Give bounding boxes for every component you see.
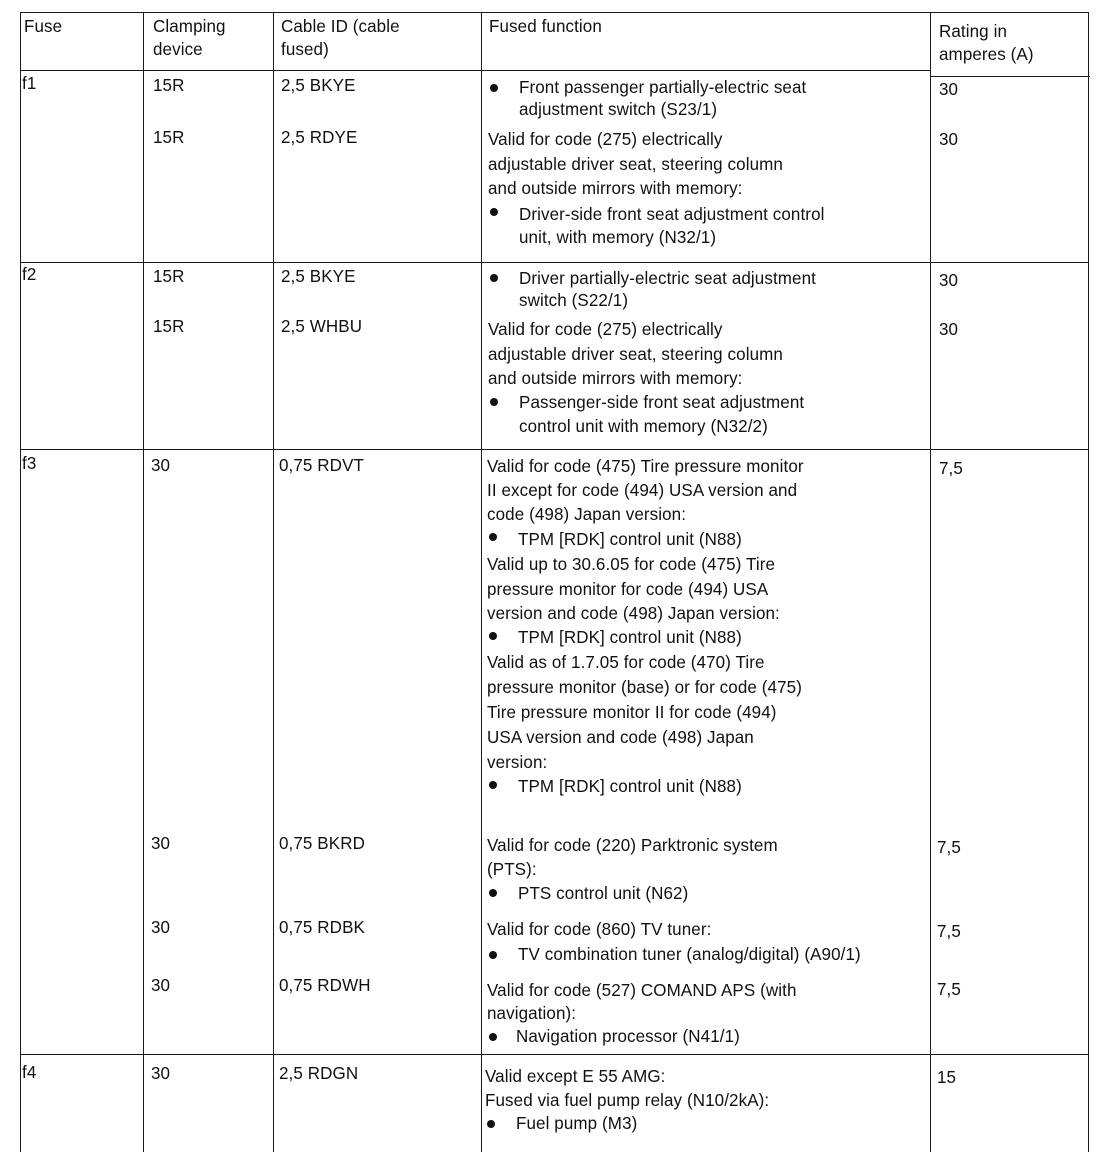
- function-f3-1-block1-line2: II except for code (494) USA version and: [487, 480, 798, 501]
- clamp-f1-1: 15R: [153, 75, 185, 96]
- clamp-f3-2: 30: [151, 833, 171, 854]
- function-f3-1-bullet2: TPM [RDK] control unit (N88): [518, 627, 742, 648]
- fuse-id-f2: f2: [22, 264, 37, 285]
- function-f2-1-bullet: Driver partially-electric seat adjustment: [519, 268, 816, 289]
- fuse-id-f3: f3: [22, 453, 37, 474]
- header-rating-line1: Rating in: [939, 21, 1007, 42]
- table-border-top: [20, 12, 1088, 13]
- function-f1-2-valid-line1: Valid for code (275) electrically: [488, 129, 723, 150]
- header-clamping-line1: Clamping: [153, 16, 226, 37]
- function-f4-1-valid-line2: Fused via fuel pump relay (N10/2kA):: [485, 1090, 770, 1111]
- bullet-icon: [490, 208, 498, 216]
- column-divider-fuse: [143, 12, 144, 1152]
- function-f3-4-valid-line1: Valid for code (527) COMAND APS (with: [487, 980, 797, 1001]
- column-border-right: [1088, 12, 1089, 1152]
- cable-f1-2: 2,5 RDYE: [281, 127, 358, 148]
- function-f4-1-bullet: Fuel pump (M3): [516, 1113, 638, 1134]
- bullet-icon: [490, 274, 498, 282]
- function-f2-2-bullet: Passenger-side front seat adjustment: [519, 392, 805, 413]
- function-f2-2-valid-line1: Valid for code (275) electrically: [488, 319, 723, 340]
- bullet-icon: [489, 889, 497, 897]
- function-f3-3-valid-line1: Valid for code (860) TV tuner:: [487, 919, 712, 940]
- rating-f3-1: 7,5: [939, 458, 963, 479]
- function-f3-1-block3-line2: pressure monitor (base) or for code (475): [487, 677, 802, 698]
- header-cable-line1: Cable ID (cable: [281, 16, 400, 37]
- function-f3-1-block2-line3: version and code (498) Japan version:: [487, 603, 780, 624]
- bullet-icon: [489, 533, 497, 541]
- cable-f4-1: 2,5 RDGN: [279, 1063, 359, 1084]
- function-f3-1-bullet1: TPM [RDK] control unit (N88): [518, 529, 742, 550]
- row-divider-f3-f4: [20, 1054, 1088, 1055]
- cable-f2-1: 2,5 BKYE: [281, 266, 356, 287]
- clamp-f2-2: 15R: [153, 316, 185, 337]
- bullet-icon: [489, 781, 497, 789]
- function-f3-4-valid-line2: navigation):: [487, 1003, 577, 1024]
- bullet-icon: [489, 1033, 497, 1041]
- cable-f2-2: 2,5 WHBU: [281, 316, 363, 337]
- cable-f3-4: 0,75 RDWH: [279, 975, 371, 996]
- rating-f2-2: 30: [939, 319, 959, 340]
- rating-f2-1: 30: [939, 270, 959, 291]
- function-f3-2-valid-line2: (PTS):: [487, 859, 537, 880]
- header-rating-line2: amperes (A): [939, 44, 1034, 65]
- column-divider-function: [930, 12, 931, 1152]
- function-f3-1-block2-line1: Valid up to 30.6.05 for code (475) Tire: [487, 554, 776, 575]
- function-f3-1-bullet3: TPM [RDK] control unit (N88): [518, 776, 742, 797]
- clamp-f3-4: 30: [151, 975, 171, 996]
- rating-f3-3: 7,5: [937, 921, 961, 942]
- bullet-icon: [490, 398, 498, 406]
- rating-f3-2: 7,5: [937, 837, 961, 858]
- clamp-f1-2: 15R: [153, 127, 185, 148]
- column-divider-cable: [481, 12, 482, 1152]
- bullet-icon: [490, 84, 498, 92]
- function-f2-2-bullet-cont: control unit with memory (N32/2): [519, 416, 768, 437]
- row-divider-f2-f3: [20, 449, 1088, 450]
- function-f1-1-bullet-cont: adjustment switch (S23/1): [519, 99, 718, 120]
- function-f3-1-block2-line2: pressure monitor for code (494) USA: [487, 579, 769, 600]
- header-fuse: Fuse: [24, 16, 63, 37]
- cable-f3-1: 0,75 RDVT: [279, 455, 364, 476]
- fuse-id-f1: f1: [22, 73, 37, 94]
- cable-f1-1: 2,5 BKYE: [281, 75, 356, 96]
- function-f2-1-bullet-cont: switch (S22/1): [519, 290, 629, 311]
- clamp-f3-1: 30: [151, 455, 171, 476]
- clamp-f2-1: 15R: [153, 266, 185, 287]
- function-f2-2-valid-line2: adjustable driver seat, steering column: [488, 344, 783, 365]
- clamp-f3-3: 30: [151, 917, 171, 938]
- function-f3-1-block3-line3: Tire pressure monitor II for code (494): [487, 702, 777, 723]
- function-f3-1-block3-line4: USA version and code (498) Japan: [487, 727, 754, 748]
- fuse-id-f4: f4: [22, 1062, 37, 1083]
- header-function: Fused function: [489, 16, 602, 37]
- column-border-left: [20, 12, 21, 1152]
- bullet-icon: [487, 1120, 495, 1128]
- function-f3-1-block1-line3: code (498) Japan version:: [487, 504, 687, 525]
- function-f1-2-valid-line3: and outside mirrors with memory:: [488, 178, 743, 199]
- cable-f3-2: 0,75 BKRD: [279, 833, 365, 854]
- rating-f1-1: 30: [939, 79, 959, 100]
- header-cable-line2: fused): [281, 39, 329, 60]
- function-f3-2-valid-line1: Valid for code (220) Parktronic system: [487, 835, 778, 856]
- function-f3-4-bullet: Navigation processor (N41/1): [516, 1026, 740, 1047]
- function-f3-2-bullet: PTS control unit (N62): [518, 883, 689, 904]
- column-divider-clamping: [273, 12, 274, 1152]
- header-divider: [20, 70, 930, 71]
- function-f2-2-valid-line3: and outside mirrors with memory:: [488, 368, 743, 389]
- rating-f3-4: 7,5: [937, 979, 961, 1000]
- function-f1-2-bullet-cont: unit, with memory (N32/1): [519, 227, 717, 248]
- function-f3-1-block3-line5: version:: [487, 752, 548, 773]
- function-f1-2-valid-line2: adjustable driver seat, steering column: [488, 154, 783, 175]
- cable-f3-3: 0,75 RDBK: [279, 917, 365, 938]
- header-clamping-line2: device: [153, 39, 203, 60]
- rating-f1-2: 30: [939, 129, 959, 150]
- row-divider-f1-f2: [20, 262, 1088, 263]
- bullet-icon: [489, 632, 497, 640]
- clamp-f4-1: 30: [151, 1063, 171, 1084]
- bullet-icon: [489, 951, 497, 959]
- rating-f4-1: 15: [937, 1067, 957, 1088]
- function-f3-1-block1-line1: Valid for code (475) Tire pressure monitor: [487, 456, 804, 477]
- function-f1-1-bullet: Front passenger partially-electric seat: [519, 77, 807, 98]
- function-f3-3-bullet: TV combination tuner (analog/digital) (A90/1): [518, 944, 861, 965]
- function-f4-1-valid-line1: Valid except E 55 AMG:: [485, 1066, 666, 1087]
- function-f1-2-bullet: Driver-side front seat adjustment control: [519, 204, 825, 225]
- function-f3-1-block3-line1: Valid as of 1.7.05 for code (470) Tire: [487, 652, 765, 673]
